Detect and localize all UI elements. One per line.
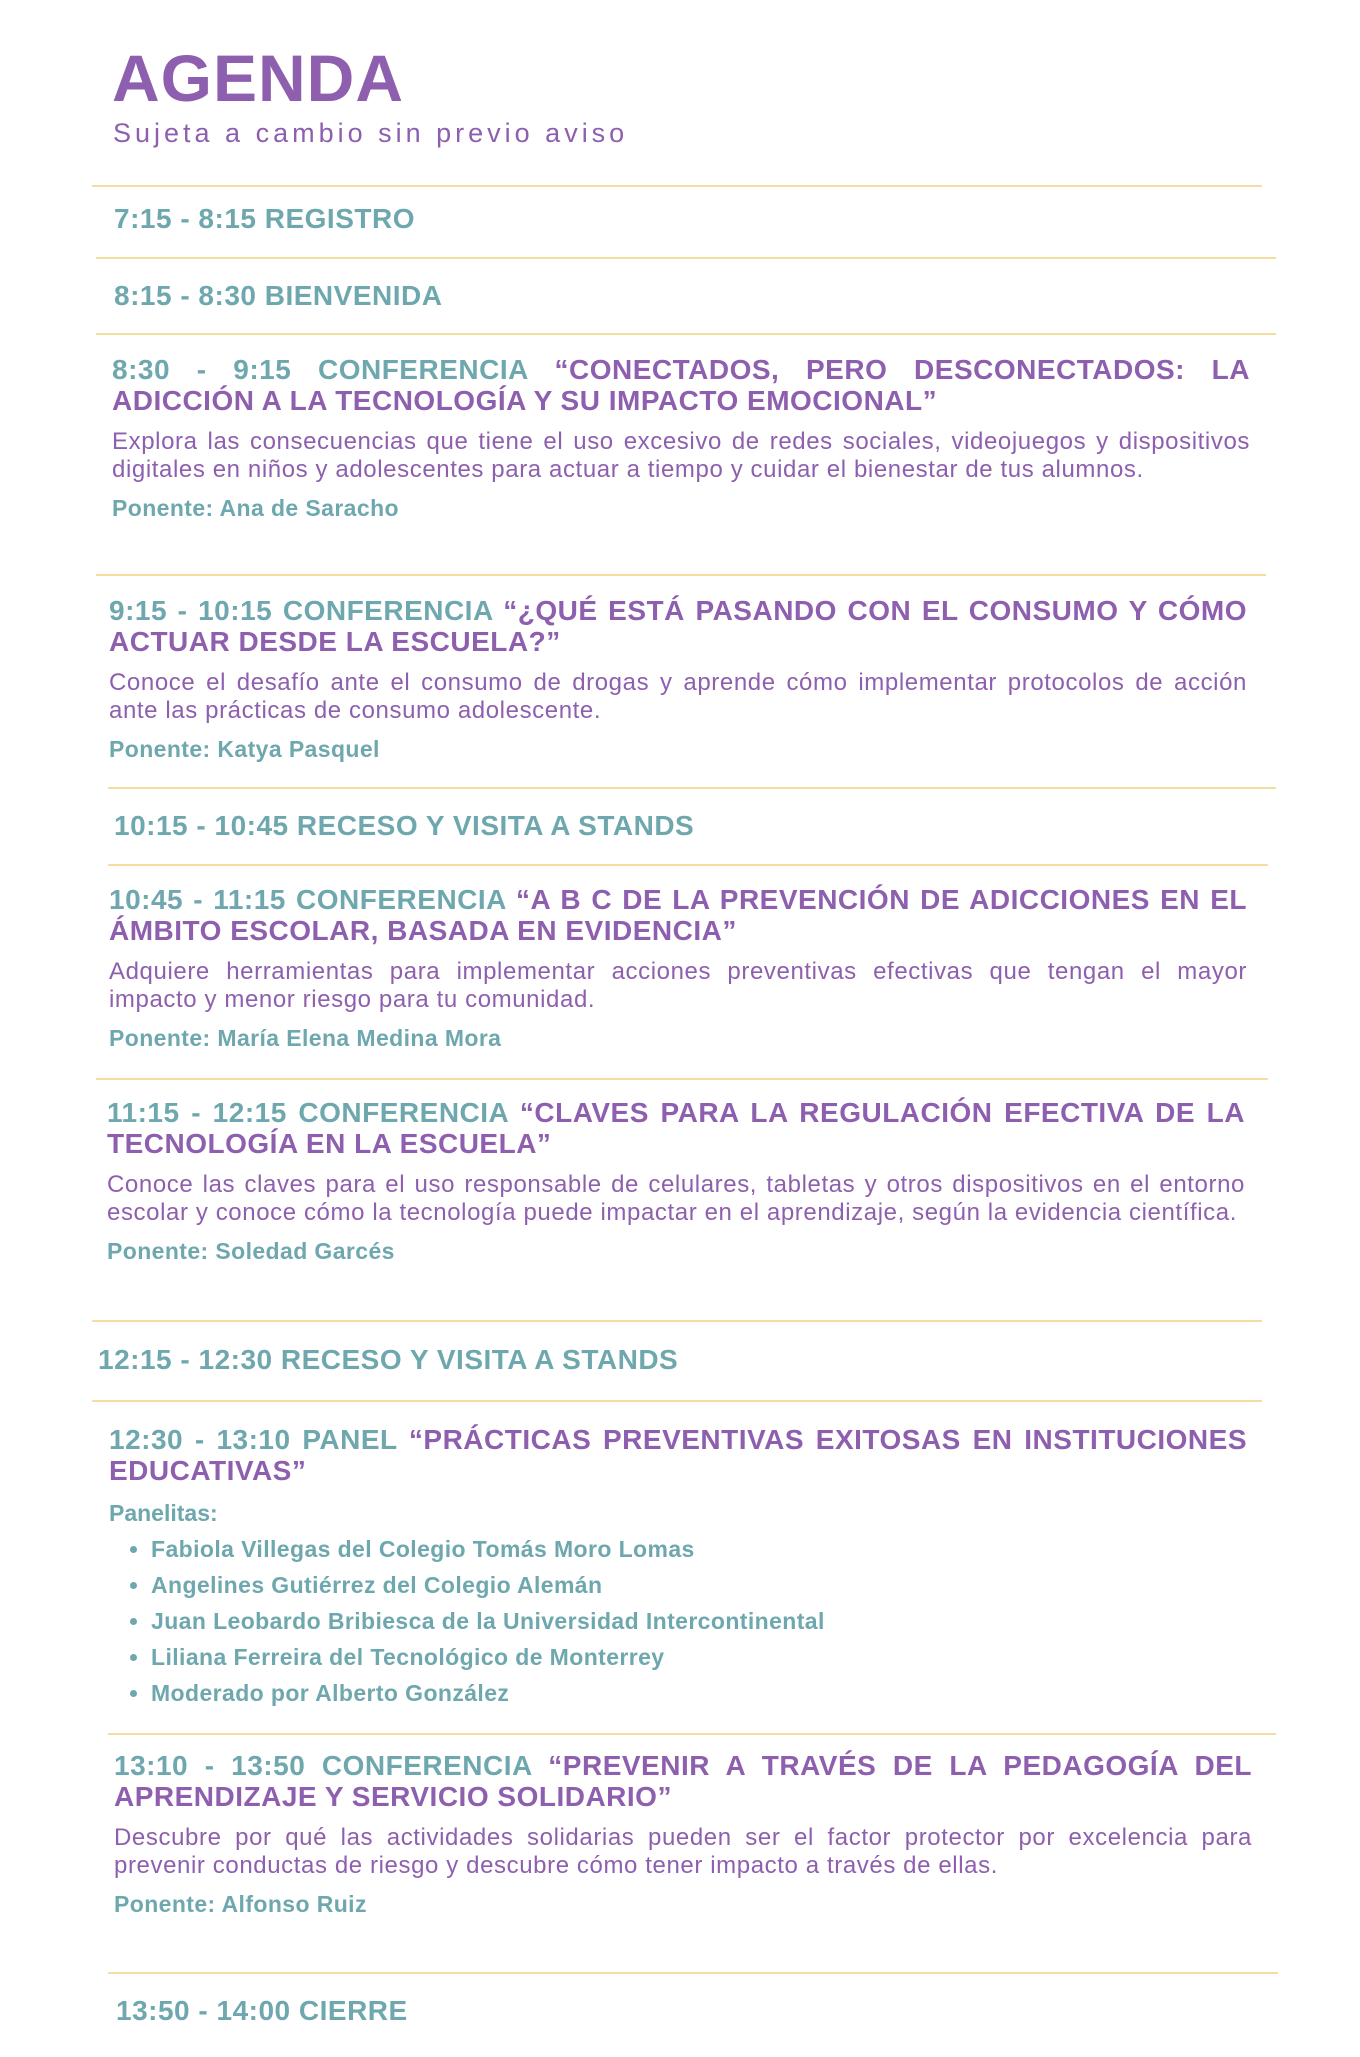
session-description: Descubre por qué las actividades solidarias pueden ser el factor protector por excelencia para prevenir conductas de riesgo y descubre cómo tener impacto a través de ellas. — [114, 1824, 1252, 1879]
session-time: 8:30 - 9:15 CONFERENCIA — [112, 354, 528, 385]
panelists-label: Panelitas: — [109, 1500, 218, 1526]
divider — [92, 185, 1262, 187]
divider — [92, 1400, 1262, 1402]
agenda-item-conference — [109, 595, 1247, 763]
divider — [108, 1733, 1276, 1735]
session-speaker: Ponente: María Elena Medina Mora — [109, 1025, 502, 1051]
session-description: Adquiere herramientas para implementar acciones preventivas efectivas que tengan el mayor impacto y menor riesgo para tu comunidad. — [109, 958, 1247, 1013]
divider — [96, 257, 1276, 259]
page-title: AGENDA — [112, 41, 405, 115]
session-title: “¿QUÉ ESTÁ PASANDO CON EL CONSUMO Y CÓMO ACTUAR DESDE LA ESCUELA?” — [109, 595, 1248, 657]
divider — [96, 333, 1276, 335]
panelists-list — [109, 1531, 1247, 1711]
session-time: 12:30 - 13:10 PANEL — [109, 1424, 398, 1455]
session-time: 9:15 - 10:15 CONFERENCIA — [109, 595, 493, 626]
session-time: 10:45 - 11:15 CONFERENCIA — [109, 884, 506, 915]
session-speaker: Ponente: Alfonso Ruiz — [114, 1891, 367, 1917]
session-speaker: Ponente: Soledad Garcés — [107, 1238, 395, 1264]
page-subtitle: Sujeta a cambio sin previo aviso — [113, 118, 629, 148]
agenda-item-closing: 13:50 - 14:00 CIERRE — [116, 1995, 408, 2026]
session-heading — [109, 595, 1247, 657]
session-title: “CONECTADOS, PERO DESCONECTADOS: LA ADICCIÓN A LA TECNOLOGÍA Y SU IMPACTO EMOCIONAL” — [112, 354, 1251, 416]
agenda-item-conference — [107, 1097, 1245, 1265]
divider — [96, 1078, 1268, 1080]
session-description: Conoce las claves para el uso responsable de celulares, tabletas y otros dispositivos en el entorno escolar y conoce cómo la tecnología puede impactar en el aprendizaje, según la evidencia científica. — [107, 1171, 1245, 1226]
agenda-item-panel — [109, 1424, 1247, 1711]
divider — [108, 787, 1276, 789]
session-heading — [109, 884, 1247, 946]
session-title: “PREVENIR A TRAVÉS DE LA PEDAGOGÍA DEL APRENDIZAJE Y SERVICIO SOLIDARIO” — [114, 1750, 1253, 1812]
session-description: Conoce el desafío ante el consumo de drogas y aprende cómo implementar protocolos de acción ante las prácticas de consumo adolescente. — [109, 669, 1247, 724]
session-title: “PRÁCTICAS PREVENTIVAS EXITOSAS EN INSTITUCIONES EDUCATIVAS” — [109, 1424, 1248, 1486]
session-speaker: Ponente: Ana de Saracho — [112, 495, 399, 521]
agenda-item-conference — [112, 354, 1250, 522]
divider — [108, 864, 1268, 866]
panelist-item: • Liliana Ferreira del Tecnológico de Monterrey — [151, 1639, 1247, 1675]
session-speaker: Ponente: Katya Pasquel — [109, 736, 380, 762]
divider — [96, 574, 1266, 576]
panelist-item: • Moderado por Alberto González — [151, 1675, 1247, 1711]
session-heading — [107, 1097, 1245, 1159]
divider — [92, 1320, 1262, 1322]
agenda-item-break: 10:15 - 10:45 RECESO Y VISITA A STANDS — [114, 810, 695, 841]
session-description: Explora las consecuencias que tiene el uso excesivo de redes sociales, videojuegos y dispositivos digitales en niños y adolescentes para actuar a tiempo y cuidar el bienestar de tus alumnos. — [112, 428, 1250, 483]
agenda-item-break: 12:15 - 12:30 RECESO Y VISITA A STANDS — [98, 1344, 679, 1375]
session-heading — [109, 1424, 1247, 1486]
panelist-item: • Angelines Gutiérrez del Colegio Alemán — [151, 1567, 1247, 1603]
session-title: “A B C DE LA PREVENCIÓN DE ADICCIONES EN EL ÁMBITO ESCOLAR, BASADA EN EVIDENCIA” — [109, 884, 1247, 946]
session-heading — [114, 1750, 1252, 1812]
session-title: “CLAVES PARA LA REGULACIÓN EFECTIVA DE LA TECNOLOGÍA EN LA ESCUELA” — [107, 1097, 1245, 1159]
panelist-item: • Fabiola Villegas del Colegio Tomás Moro Lomas — [151, 1531, 1247, 1567]
agenda-item-bienvenida: 8:15 - 8:30 BIENVENIDA — [114, 280, 443, 311]
agenda-item-conference — [109, 884, 1247, 1052]
divider — [108, 1972, 1278, 1974]
session-time: 11:15 - 12:15 CONFERENCIA — [107, 1097, 509, 1128]
panelist-item: • Juan Leobardo Bribiesca de la Universidad Intercontinental — [151, 1603, 1247, 1639]
agenda-item-registro: 7:15 - 8:15 REGISTRO — [114, 203, 415, 234]
session-time: 13:10 - 13:50 CONFERENCIA — [114, 1750, 532, 1781]
session-heading — [112, 354, 1250, 416]
agenda-item-conference — [114, 1750, 1252, 1918]
